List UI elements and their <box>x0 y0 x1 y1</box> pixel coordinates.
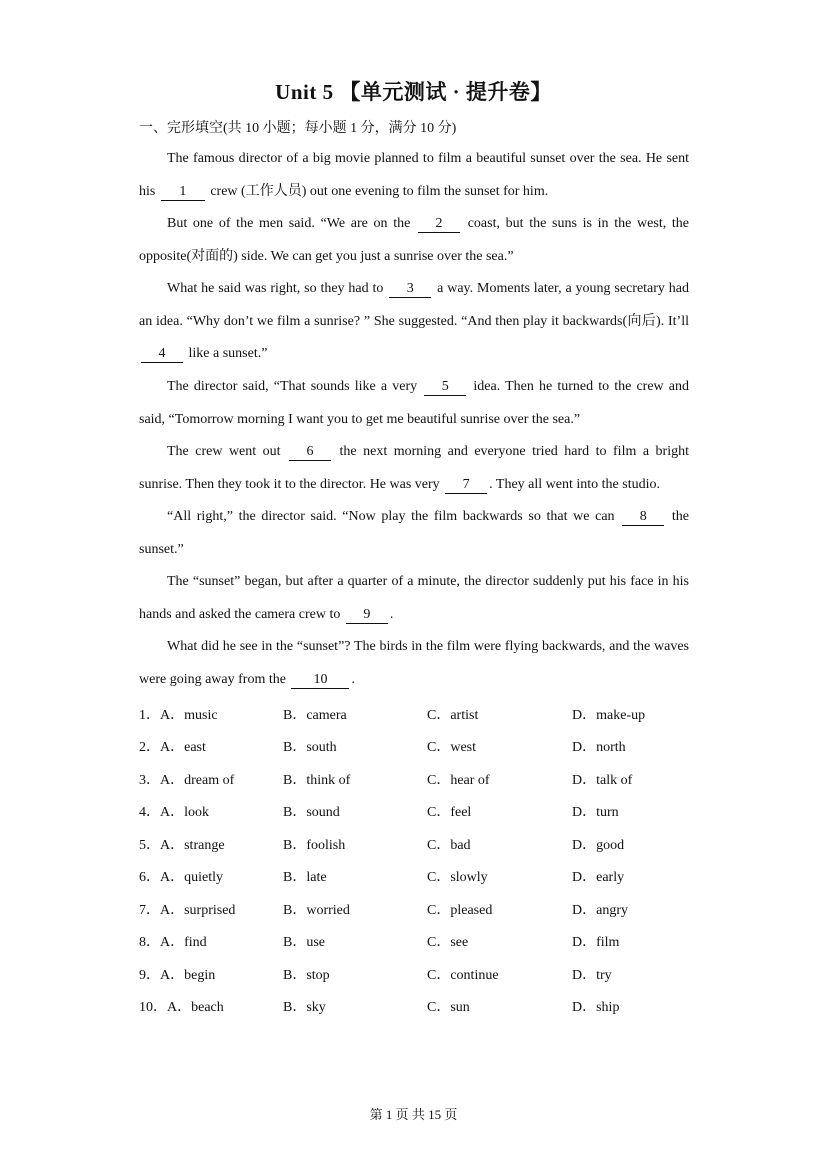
paragraph-3: What he said was right, so they had to 3 a way. Moments later, a young secretary had an idea. “Why don’t we film a sunrise? ” She suggested. “And then play it backwards(向后). It’ll 4 like a sunset.” <box>139 281 690 361</box>
question-row: 6．A．quietly B．late C．slowly D．early <box>139 866 699 886</box>
option-b: B．worried <box>283 903 350 918</box>
option-d: D．make-up <box>572 708 646 723</box>
question-row: 1．A．music B．camera C．artist D．make-up <box>139 704 699 724</box>
option-b: B．camera <box>283 708 347 723</box>
option-d: D．north <box>572 740 626 755</box>
page-footer: 第 1 页 共 15 页 <box>369 1107 458 1122</box>
question-row: 10．A．beach B．sky C．sun D．ship <box>139 996 699 1016</box>
option-c: C．feel <box>427 805 472 820</box>
paragraph-7: The “sunset” began, but after a quarter of a minute, the director suddenly put his face in his hands and asked the camera crew to 9 . <box>139 574 689 622</box>
question-row: 2．A．east B．south C．west D．north <box>139 736 699 756</box>
blank-1: 1 <box>161 184 205 201</box>
option-c: C．slowly <box>427 870 488 885</box>
blank-2: 2 <box>418 216 460 233</box>
option-b: B．stop <box>283 968 330 983</box>
option-d: D．early <box>572 870 625 885</box>
option-d: D．try <box>572 968 612 983</box>
option-d: D．ship <box>572 1000 620 1015</box>
option-d: D．angry <box>572 903 628 918</box>
option-b: B．use <box>283 935 325 950</box>
blank-3: 3 <box>389 281 431 298</box>
page-title: Unit 5 【单元测试 · 提升卷】 <box>275 80 552 104</box>
blank-6: 6 <box>289 444 331 461</box>
question-row: 7．A．surprised B．worried C．pleased D．angry <box>139 899 699 919</box>
blank-5: 5 <box>424 379 466 396</box>
question-row: 5．A．strange B．foolish C．bad D．good <box>139 834 699 854</box>
paragraph-5: The crew went out 6 the next morning and everyone tried hard to film a bright sunrise. Then they took it to the director. He was very 7 . They all went into the studio. <box>139 444 689 492</box>
section-heading: 一、完形填空(共 10 小题；每小题 1 分，满分 10 分) <box>139 121 457 136</box>
question-row: 3．A．dream of B．think of C．hear of D．talk of <box>139 769 699 789</box>
option-b: B．sky <box>283 1000 326 1015</box>
blank-7: 7 <box>445 477 487 494</box>
option-b: B．south <box>283 740 337 755</box>
blank-10: 10 <box>291 672 349 689</box>
option-d: D．film <box>572 935 620 950</box>
option-d: D．turn <box>572 805 619 820</box>
option-c: C．pleased <box>427 903 493 918</box>
blank-4: 4 <box>141 346 183 363</box>
paragraph-1: The famous director of a big movie planned to film a beautiful sunset over the sea. He sent his 1 crew (工作人员) out one evening to film the sunset for him. <box>139 151 689 199</box>
paragraph-8: What did he see in the “sunset”? The birds in the film were flying backwards, and the waves were going away from the 10 . <box>139 639 689 687</box>
option-c: C．artist <box>427 708 479 723</box>
option-c: C．hear of <box>427 773 490 788</box>
option-c: C．bad <box>427 838 471 853</box>
blank-9: 9 <box>346 607 388 624</box>
option-c: C．see <box>427 935 469 950</box>
paragraph-2: But one of the men said. “We are on the 2 coast, but the suns is in the west, the opposite(对面的) side. We can get you just a sunrise over the sea.” <box>139 216 689 264</box>
option-b: B．foolish <box>283 838 346 853</box>
question-row: 9．A．begin B．stop C．continue D．try <box>139 964 699 984</box>
option-c: C．west <box>427 740 476 755</box>
option-d: D．talk of <box>572 773 633 788</box>
paragraph-6: “All right,” the director said. “Now play the film backwards so that we can 8 the sunset.” <box>139 509 689 557</box>
question-row: 8．A．find B．use C．see D．film <box>139 931 699 951</box>
blank-8: 8 <box>622 509 664 526</box>
option-c: C．sun <box>427 1000 470 1015</box>
option-b: B．late <box>283 870 327 885</box>
option-c: C．continue <box>427 968 499 983</box>
option-b: B．sound <box>283 805 340 820</box>
option-d: D．good <box>572 838 625 853</box>
paragraph-4: The director said, “That sounds like a very 5 idea. Then he turned to the crew and said, “Tomorrow morning I want you to get me beautiful sunrise over the sea.” <box>139 379 690 427</box>
question-row: 4．A．look B．sound C．feel D．turn <box>139 801 699 821</box>
option-b: B．think of <box>283 773 351 788</box>
